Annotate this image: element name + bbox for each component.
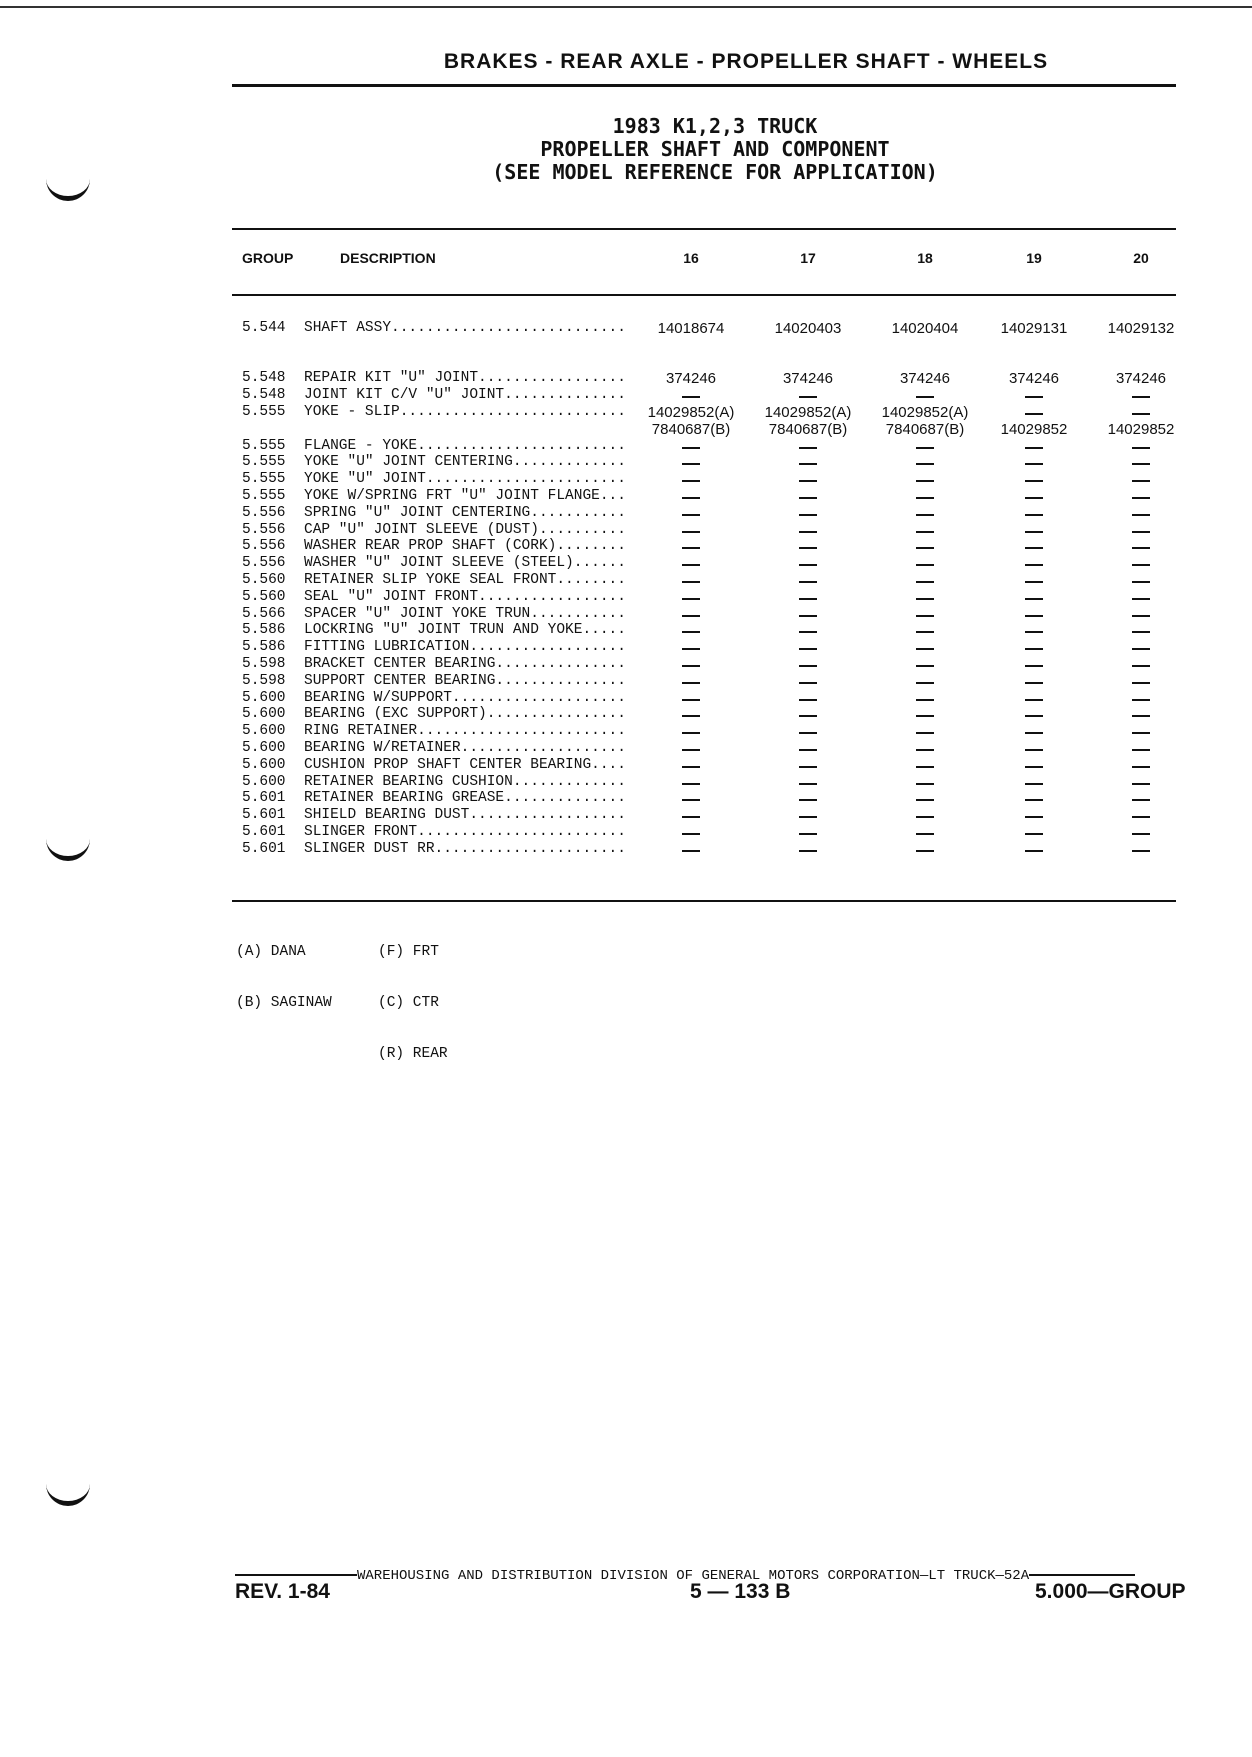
not-applicable-dash (1025, 531, 1043, 533)
not-applicable-dash (1132, 598, 1150, 600)
not-applicable-dash (916, 732, 934, 734)
not-applicable-dash (799, 783, 817, 785)
not-applicable-dash (799, 749, 817, 751)
not-applicable-dash (1132, 564, 1150, 566)
not-applicable-dash (682, 615, 700, 617)
not-applicable-dash (916, 615, 934, 617)
header-group: GROUP (242, 250, 294, 266)
not-applicable-dash (799, 732, 817, 734)
not-applicable-dash (1025, 514, 1043, 516)
not-applicable-dash (1132, 480, 1150, 482)
not-applicable-dash (1025, 682, 1043, 684)
part-number: 14029131 (1000, 320, 1068, 337)
not-applicable-dash (1132, 682, 1150, 684)
not-applicable-dash (682, 581, 700, 583)
not-applicable-dash (1025, 396, 1043, 398)
not-applicable-dash (682, 514, 700, 516)
row-description: SUPPORT CENTER BEARING............... (304, 672, 626, 689)
not-applicable-dash (799, 648, 817, 650)
not-applicable-dash (799, 699, 817, 701)
row-description: CUSHION PROP SHAFT CENTER BEARING.... (304, 756, 626, 773)
not-applicable-dash (682, 699, 700, 701)
row-description: WASHER "U" JOINT SLEEVE (STEEL)...... (304, 555, 626, 572)
not-applicable-dash (799, 480, 817, 482)
row-group: 5.601 (242, 824, 286, 840)
part-number: 374246 (1008, 370, 1060, 387)
row-group: 5.560 (242, 588, 286, 605)
row-description: RETAINER BEARING GREASE.............. (304, 790, 626, 807)
row-description: SLINGER DUST RR...................... (304, 840, 626, 857)
not-applicable-dash (1025, 799, 1043, 801)
not-applicable-dash (799, 799, 817, 801)
not-applicable-dash (1025, 598, 1043, 600)
not-applicable-dash (1025, 665, 1043, 667)
not-applicable-dash (916, 850, 934, 852)
not-applicable-dash (1132, 665, 1150, 667)
not-applicable-dash (799, 665, 817, 667)
not-applicable-dash (916, 682, 934, 684)
not-applicable-dash (1132, 447, 1150, 449)
not-applicable-dash (1132, 547, 1150, 549)
row-group: 5.600 (242, 723, 286, 740)
not-applicable-dash (682, 648, 700, 650)
row-group: 5.598 (242, 672, 286, 689)
part-number-alt: 7840687(B) (768, 420, 848, 438)
not-applicable-dash (916, 699, 934, 701)
part-number-alt: 7840687(B) (651, 420, 731, 438)
page-top-edge (0, 6, 1252, 8)
not-applicable-dash (1025, 413, 1043, 415)
row-group: 5.601 (242, 790, 286, 807)
not-applicable-dash (1025, 699, 1043, 701)
not-applicable-dash (682, 564, 700, 566)
not-applicable-dash (799, 682, 817, 684)
row-description: JOINT KIT C/V "U" JOINT.............. (304, 386, 626, 403)
not-applicable-dash (682, 396, 700, 398)
not-applicable-dash (1025, 463, 1043, 465)
not-applicable-dash (799, 463, 817, 465)
not-applicable-dash (1025, 783, 1043, 785)
binder-hole-bottom (46, 1475, 90, 1506)
part-number: 14018674 (657, 320, 725, 337)
not-applicable-dash (799, 531, 817, 533)
row-description: BEARING W/RETAINER................... (304, 740, 626, 756)
section-title (0, 50, 1252, 74)
header-col-19: 19 (1026, 250, 1042, 266)
not-applicable-dash (1132, 631, 1150, 633)
part-number-alt: 14029852 (1107, 420, 1175, 438)
row-description: CAP "U" JOINT SLEEVE (DUST).......... (304, 521, 626, 538)
row-description: FITTING LUBRICATION.................. (304, 639, 626, 656)
footer-group: 5.000—GROUP (1035, 1580, 1186, 1603)
title-rule (232, 84, 1176, 87)
table-top-rule (232, 228, 1176, 230)
legend-item: (B) SAGINAW (236, 995, 332, 1011)
not-applicable-dash (1132, 514, 1150, 516)
not-applicable-dash (1132, 615, 1150, 617)
row-group: 5.601 (242, 840, 286, 857)
row-group: 5.586 (242, 639, 286, 656)
not-applicable-dash (799, 816, 817, 818)
not-applicable-dash (682, 732, 700, 734)
not-applicable-dash (1025, 816, 1043, 818)
row-description: YOKE W/SPRING FRT "U" JOINT FLANGE... (304, 488, 626, 504)
row-group: 5.566 (242, 605, 286, 622)
row-description: BEARING (EXC SUPPORT)................ (304, 706, 626, 723)
legend-item: (R) REAR (378, 1046, 448, 1062)
not-applicable-dash (1132, 648, 1150, 650)
footer-publisher: WAREHOUSING AND DISTRIBUTION DIVISION OF GENERAL MOTORS CORPORATION—LT TRUCK—52A (357, 1568, 1030, 1584)
binder-hole-top (46, 170, 90, 201)
row-description: RETAINER SLIP YOKE SEAL FRONT........ (304, 572, 626, 588)
not-applicable-dash (916, 648, 934, 650)
not-applicable-dash (1132, 816, 1150, 818)
part-number-alt: 7840687(B) (885, 420, 965, 438)
row-group: 5.600 (242, 773, 286, 790)
not-applicable-dash (916, 799, 934, 801)
row-description: SPACER "U" JOINT YOKE TRUN........... (304, 605, 626, 622)
not-applicable-dash (1025, 833, 1043, 835)
not-applicable-dash (916, 766, 934, 768)
not-applicable-dash (799, 598, 817, 600)
not-applicable-dash (799, 396, 817, 398)
not-applicable-dash (799, 564, 817, 566)
footer-page-number: 5 — 133 B (690, 1580, 791, 1603)
not-applicable-dash (916, 598, 934, 600)
header-description: DESCRIPTION (340, 250, 436, 266)
row-group: 5.548 (242, 386, 286, 403)
not-applicable-dash (1132, 463, 1150, 465)
row-description: YOKE "U" JOINT....................... (304, 471, 626, 488)
not-applicable-dash (1025, 564, 1043, 566)
not-applicable-dash (799, 715, 817, 717)
not-applicable-dash (916, 816, 934, 818)
not-applicable-dash (1025, 480, 1043, 482)
header-col-18: 18 (917, 250, 933, 266)
not-applicable-dash (916, 547, 934, 549)
not-applicable-dash (799, 850, 817, 852)
not-applicable-dash (1132, 413, 1150, 415)
document-title (420, 115, 1010, 184)
part-number: 14020404 (891, 320, 959, 337)
row-description: BEARING W/SUPPORT.................... (304, 689, 626, 706)
not-applicable-dash (1025, 715, 1043, 717)
not-applicable-dash (1132, 396, 1150, 398)
header-col-17: 17 (800, 250, 816, 266)
not-applicable-dash (799, 766, 817, 768)
row-group: 5.586 (242, 622, 286, 639)
not-applicable-dash (682, 816, 700, 818)
row-group: 5.598 (242, 656, 286, 672)
part-number: 14029852(A) (764, 403, 852, 421)
row-group: 5.556 (242, 538, 286, 555)
not-applicable-dash (1132, 783, 1150, 785)
not-applicable-dash (916, 514, 934, 516)
title-line-2: PROPELLER SHAFT AND COMPONENT (540, 137, 890, 161)
row-description: RING RETAINER........................ (304, 723, 626, 740)
not-applicable-dash (682, 766, 700, 768)
not-applicable-dash (682, 715, 700, 717)
not-applicable-dash (1132, 850, 1150, 852)
row-group: 5.600 (242, 706, 286, 723)
not-applicable-dash (799, 631, 817, 633)
not-applicable-dash (682, 547, 700, 549)
row-description: YOKE "U" JOINT CENTERING............. (304, 454, 626, 471)
not-applicable-dash (799, 547, 817, 549)
not-applicable-dash (1025, 732, 1043, 734)
row-group: 5.548 (242, 370, 286, 386)
not-applicable-dash (1132, 715, 1150, 717)
not-applicable-dash (916, 480, 934, 482)
not-applicable-dash (916, 497, 934, 499)
section-title-text: BRAKES - REAR AXLE - PROPELLER SHAFT - WHEELS (443, 50, 1049, 73)
not-applicable-dash (1025, 581, 1043, 583)
not-applicable-dash (916, 447, 934, 449)
row-group: 5.601 (242, 807, 286, 824)
not-applicable-dash (799, 833, 817, 835)
table-bottom-rule (232, 900, 1176, 902)
not-applicable-dash (799, 447, 817, 449)
not-applicable-dash (916, 396, 934, 398)
not-applicable-dash (1132, 732, 1150, 734)
title-line-1: 1983 K1,2,3 TRUCK (612, 114, 818, 138)
not-applicable-dash (1132, 766, 1150, 768)
not-applicable-dash (799, 514, 817, 516)
row-description: YOKE - SLIP.......................... (304, 403, 626, 420)
not-applicable-dash (1132, 749, 1150, 751)
row-description: REPAIR KIT "U" JOINT................. (304, 370, 626, 386)
not-applicable-dash (1025, 615, 1043, 617)
not-applicable-dash (916, 833, 934, 835)
not-applicable-dash (1132, 531, 1150, 533)
row-group: 5.556 (242, 555, 286, 572)
not-applicable-dash (1025, 631, 1043, 633)
row-group: 5.556 (242, 504, 286, 521)
part-number: 374246 (665, 370, 717, 387)
legend-right (378, 910, 448, 1080)
not-applicable-dash (682, 631, 700, 633)
not-applicable-dash (1132, 581, 1150, 583)
title-line-3: (SEE MODEL REFERENCE FOR APPLICATION) (492, 160, 938, 184)
binder-hole-middle (46, 830, 90, 861)
not-applicable-dash (1132, 833, 1150, 835)
not-applicable-dash (1132, 799, 1150, 801)
not-applicable-dash (916, 715, 934, 717)
not-applicable-dash (682, 833, 700, 835)
not-applicable-dash (1132, 497, 1150, 499)
not-applicable-dash (916, 531, 934, 533)
not-applicable-dash (682, 463, 700, 465)
row-group: 5.600 (242, 689, 286, 706)
not-applicable-dash (1025, 766, 1043, 768)
part-number: 374246 (899, 370, 951, 387)
not-applicable-dash (682, 799, 700, 801)
not-applicable-dash (682, 447, 700, 449)
not-applicable-dash (682, 598, 700, 600)
row-description: SEAL "U" JOINT FRONT................. (304, 588, 626, 605)
not-applicable-dash (682, 749, 700, 751)
row-group: 5.544 (242, 320, 286, 336)
not-applicable-dash (1025, 497, 1043, 499)
not-applicable-dash (916, 749, 934, 751)
row-description: SHIELD BEARING DUST.................. (304, 807, 626, 824)
not-applicable-dash (1025, 850, 1043, 852)
not-applicable-dash (916, 783, 934, 785)
not-applicable-dash (799, 581, 817, 583)
header-col-16: 16 (683, 250, 699, 266)
row-description: SLINGER FRONT........................ (304, 824, 626, 840)
row-description: RETAINER BEARING CUSHION............. (304, 773, 626, 790)
not-applicable-dash (682, 783, 700, 785)
not-applicable-dash (799, 615, 817, 617)
not-applicable-dash (682, 497, 700, 499)
not-applicable-dash (682, 850, 700, 852)
header-col-20: 20 (1133, 250, 1149, 266)
footer-rule-right (1029, 1574, 1135, 1576)
part-number: 14029852(A) (881, 403, 969, 421)
not-applicable-dash (1025, 648, 1043, 650)
row-group: 5.555 (242, 403, 286, 420)
row-description: LOCKRING "U" JOINT TRUN AND YOKE..... (304, 622, 626, 639)
legend-item: (F) FRT (378, 944, 439, 960)
not-applicable-dash (1025, 447, 1043, 449)
not-applicable-dash (916, 564, 934, 566)
not-applicable-dash (1132, 699, 1150, 701)
row-description: FLANGE - YOKE........................ (304, 437, 626, 454)
row-group: 5.556 (242, 521, 286, 538)
part-number: 14029132 (1107, 320, 1175, 337)
row-group: 5.600 (242, 740, 286, 756)
table-header-rule (232, 294, 1176, 296)
not-applicable-dash (916, 463, 934, 465)
part-number: 14029852(A) (647, 403, 735, 421)
not-applicable-dash (916, 581, 934, 583)
not-applicable-dash (682, 665, 700, 667)
legend-left (236, 910, 332, 1029)
row-description: SHAFT ASSY........................... (304, 320, 626, 336)
not-applicable-dash (799, 497, 817, 499)
part-number: 374246 (1115, 370, 1167, 387)
footer-revision: REV. 1-84 (235, 1580, 330, 1603)
part-number-alt: 14029852 (1000, 420, 1068, 438)
row-group: 5.560 (242, 572, 286, 588)
not-applicable-dash (916, 631, 934, 633)
row-group: 5.555 (242, 488, 286, 504)
not-applicable-dash (682, 480, 700, 482)
not-applicable-dash (1025, 749, 1043, 751)
not-applicable-dash (1025, 547, 1043, 549)
not-applicable-dash (682, 682, 700, 684)
not-applicable-dash (682, 531, 700, 533)
row-group: 5.555 (242, 454, 286, 471)
legend-item: (A) DANA (236, 944, 306, 960)
row-group: 5.555 (242, 437, 286, 454)
part-number: 14020403 (774, 320, 842, 337)
row-description: SPRING "U" JOINT CENTERING........... (304, 504, 626, 521)
legend-item: (C) CTR (378, 995, 439, 1011)
row-group: 5.600 (242, 756, 286, 773)
part-number: 374246 (782, 370, 834, 387)
row-description: WASHER REAR PROP SHAFT (CORK)........ (304, 538, 626, 555)
footer-rule-left (235, 1574, 357, 1576)
row-description: BRACKET CENTER BEARING............... (304, 656, 626, 672)
row-group: 5.555 (242, 471, 286, 488)
not-applicable-dash (916, 665, 934, 667)
